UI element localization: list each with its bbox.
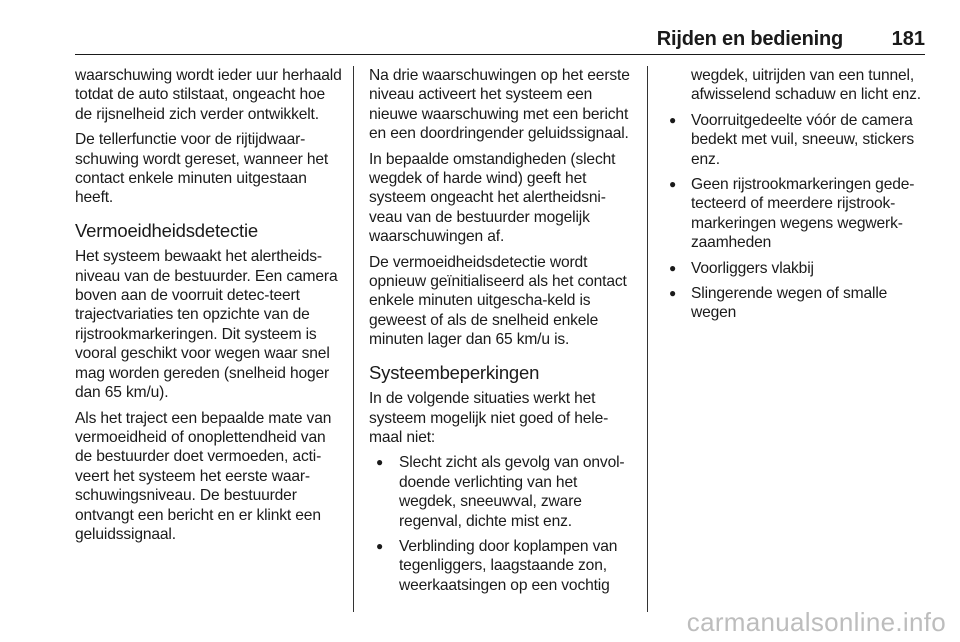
list-item: ● Voorliggers vlakbij	[669, 259, 927, 278]
list-item: ● Geen rijstrookmarkeringen gede-tecteerd of meerdere rijstrook-markeringen wegens wegwerk-zaamheden	[669, 175, 927, 253]
paragraph: De vermoeidheidsdetectie wordt opnieuw geïnitialiseerd als het contact enkele minuten uitgescha-keld is geweest of als de snelheid enkele minuten lager dan 65 km/u is.	[369, 253, 627, 349]
paragraph: De tellerfunctie voor de rijtijdwaar-schuwing wordt gereset, wanneer het contact enkele minuten uitgestaan heeft.	[75, 131, 329, 207]
list-item: ● Slecht zicht als gevolg van onvol-doende verlichting van het wegdek, sneeuwval, zware regenval, dichte mist enz.	[369, 453, 635, 531]
heading-systeembeperkingen: Systeembeperkingen	[369, 361, 540, 383]
column-middle	[369, 66, 635, 601]
column-left	[75, 66, 345, 550]
paragraph: In bepaalde omstandigheden (slecht wegdek of harde wind) geeft het systeem ongeacht het alertheidsni-veau van de bestuurder mogelijk waarschuwingen af.	[369, 150, 616, 246]
section-title: Rijden en bediening	[656, 28, 843, 50]
paragraph: In de volgende situaties werkt het systeem mogelijk niet goed of hele-maal niet:	[369, 390, 609, 446]
column-right	[669, 66, 927, 329]
heading-vermoeidheidsdetectie: Vermoeidheidsdetectie	[75, 219, 258, 241]
column-divider	[647, 66, 648, 612]
paragraph: Als het traject een bepaalde mate van vermoeidheid of onoplettendheid van de bestuurder doet vermoeden, acti-veert het systeem het eerste waar-schuwingsniveau. De bestuurder ontvangt een bericht en er klinkt een geluidssignaal.	[75, 409, 332, 543]
page-number: 181	[891, 28, 925, 50]
list-item: ● Verblinding door koplampen van tegenliggers, laagstaande zon, weerkaatsingen op een vochtig	[369, 537, 635, 595]
bullet-list	[669, 111, 927, 323]
paragraph: waarschuwing wordt ieder uur herhaald totdat de auto stilstaat, ongeacht hoe de rijsnelheid zich verder ontwikkelt.	[75, 67, 342, 123]
paragraph: Het systeem bewaakt het alertheids-niveau van de bestuurder. Een camera boven aan de voorruit detec-teert trajectvariaties ten opzichte van de rijstrookmarkeringen. Dit systeem is vooral geschikt voor wegen waar snel mag worden gereden (snelheid hoger dan 65 km/u).	[75, 248, 338, 402]
page-header	[75, 26, 925, 55]
column-divider	[353, 66, 354, 612]
list-item: ● Voorruitgedeelte vóór de camera bedekt met vuil, sneeuw, stickers enz.	[669, 111, 927, 169]
list-item: ● Slingerende wegen of smalle wegen	[669, 284, 927, 323]
paragraph: Na drie waarschuwingen op het eerste niveau activeert het systeem een nieuwe waarschuwing met een bericht en een doordringender geluidssignaal.	[369, 67, 630, 143]
list-item-continuation: wegdek, uitrijden van een tunnel, afwisselend schaduw en licht enz.	[691, 67, 921, 104]
bullet-list	[369, 453, 635, 595]
watermark: carmanualsonline.info	[686, 607, 946, 637]
